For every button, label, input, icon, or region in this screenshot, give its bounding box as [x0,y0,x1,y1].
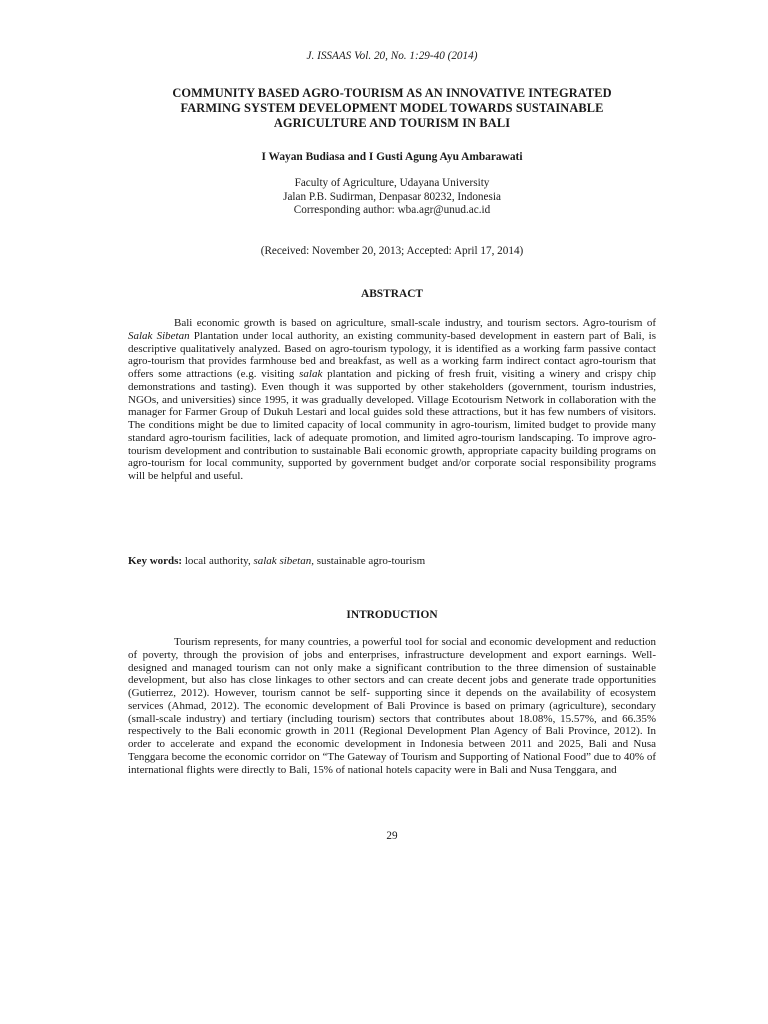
abstract-part-3: plantation and picking of fresh fruit, visiting a winery and crispy chip demonstrations and tasting). Even though it was supported by other stakeholders (government, tourism industries, NGOs, and universities) since 1995, it was gradually developed. Village Ecotourism Network in collaboration with the manager for Farmer Group of Dukuh Lestari and local guides sold these attractions, but it has few numbers of visitors. The conditions might be due to limited capacity of local community in agro-tourism, limited budget to provide many standard agro-tourism facilities, lack of adequate promotion, and limited agro-tourism landscaping. To improve agro-tourism development and contribution to sustainable Bali economic growth, appropriate capacity building programs on agro-tourism for local community, supported by government budget and/or corporate social responsibility programs will be helpful and useful. [128,368,656,482]
abstract-heading: ABSTRACT [360,288,424,300]
abstract-italic-2: salak [299,368,323,380]
received-accepted-dates: (Received: November 20, 2013; Accepted: April 17, 2014) [260,245,524,257]
keywords-part-1: local authority, [182,555,254,567]
introduction-text: Tourism represents, for many countries, a powerful tool for social and economic development and reduction of poverty, through the provision of jobs and enterprises, infrastructure development and export earnings. Well-designed and managed tourism can not only make a significant contribution to the three dimension of sustainable development, but also has close linkages to other sectors and can create decent jobs and generate trade opportunities (Gutierrez, 2012). However, tourism cannot be self- supporting since it depends on the availability of ecosystem services (Ahmad, 2012). The economic development of Bali Province is based on primary (agriculture), secondary (small-scale industry) and tertiary (including tourism) sectors that contributes about 18.08%, 15.57%, and 66.35% respectively to the Bali economic growth in 2011 (Regional Development Plan Agency of Bali Province, 2012). In order to accelerate and expand the economic development in Indonesia between 2011 and 2025, Bali and Nusa Tenggara become the economic corridor on “The Gateway of Tourism and Supporting of National Food” due to 40% of international flights were directly to Bali, 15% of national hotels capacity were in Bali and Nusa Tenggara, and [128,636,656,776]
title-line-1: COMMUNITY BASED AGRO-TOURISM AS AN INNOVATIVE INTEGRATED [172,86,612,100]
address: Jalan P.B. Sudirman, Denpasar 80232, Indonesia [283,190,501,203]
title-line-3: AGRICULTURE AND TOURISM IN BALI [273,116,511,130]
abstract-part-1: Bali economic growth is based on agriculture, small-scale industry, and tourism sectors. Agro-tourism of [174,317,656,329]
keywords-italic: salak sibetan [253,555,312,567]
corresponding-author: Corresponding author: wba.agr@unud.ac.id [293,204,491,216]
title-line-2: FARMING SYSTEM DEVELOPMENT MODEL TOWARDS SUSTAINABLE [180,101,604,115]
keywords-label: Key words: [128,555,183,567]
introduction-heading: INTRODUCTION [346,609,438,621]
keywords [128,555,656,567]
affiliation [128,177,656,218]
paper-title [128,86,656,131]
page-number: 29 [386,830,398,842]
institution: Faculty of Agriculture, Udayana University [294,177,490,189]
abstract-part-2: Plantation under local authority, an existing community-based development in eastern part of Bali, is descriptive qualitatively analyzed. Based on agro-tourism typology, it is identified as a working farm passive contact agro-tourism that provides farmhouse bed and breakfast, as well as a working farm indirect contact agro-tourism that offers some attractions (e.g. visiting [128,329,656,380]
journal-reference: J. ISSAAS Vol. 20, No. 1:29-40 (2014) [306,50,478,62]
abstract-italic-1: Salak Sibetan [128,329,190,342]
keywords-part-3: , sustainable agro-tourism [311,555,426,567]
abstract-text [128,317,656,483]
authors: I Wayan Budiasa and I Gusti Agung Ayu Ambarawati [261,151,523,163]
